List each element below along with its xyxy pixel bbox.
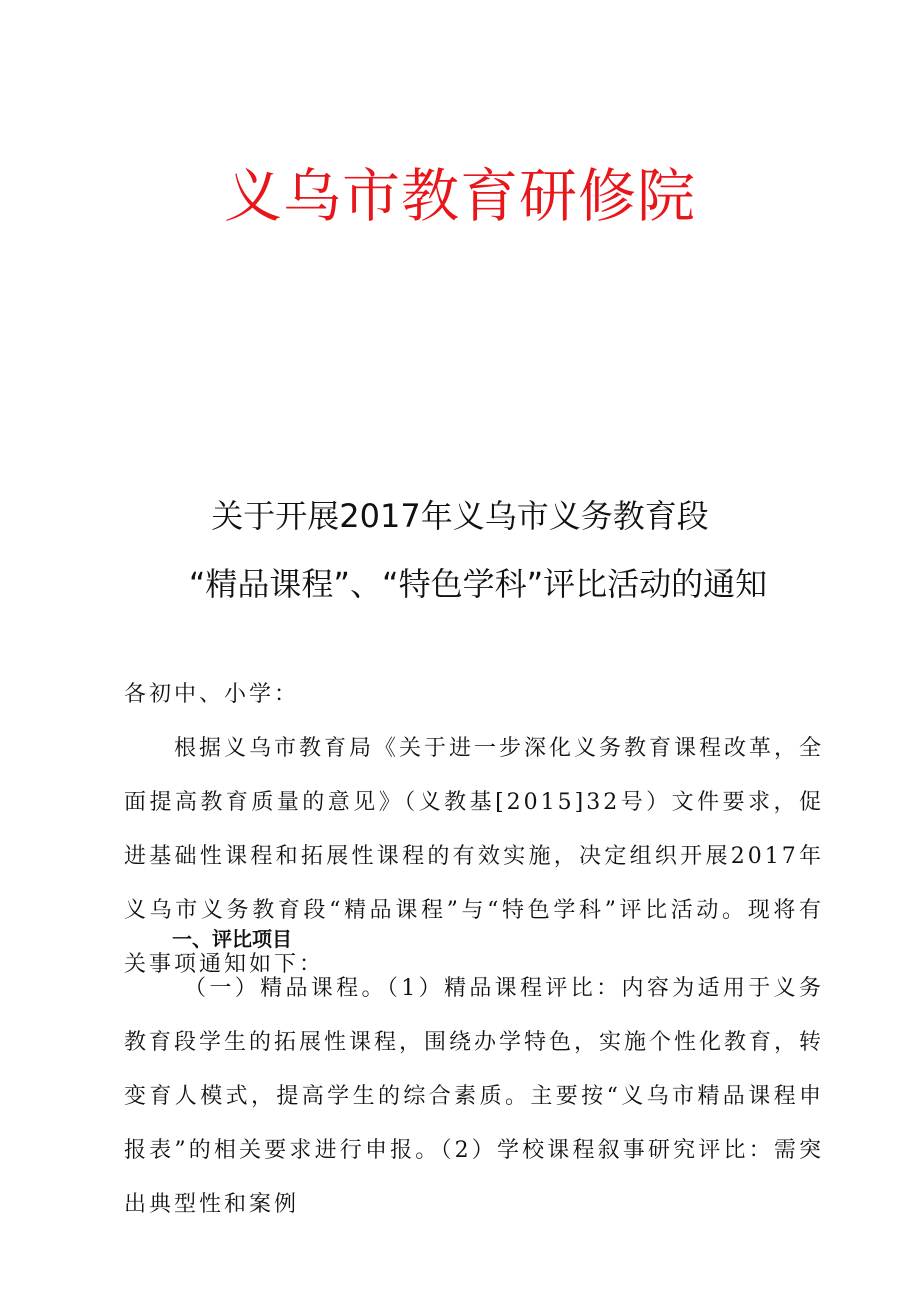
body-paragraph-2: （一）精品课程。（1）精品课程评比：内容为适用于义务教育段学生的拓展性课程，围绕办学特色，实施个性化教育，转变育人模式，提高学生的综合素质。主要按“义乌市精品课程申报表”的相关要求进行申报。（2）学校课程叙事研究评比：需突出典型性和案例 [124, 976, 825, 1217]
body-paragraph-1: 根据义乌市教育局《关于进一步深化义务教育课程改革，全面提高教育质量的意见》（义教基[2015]32号）文件要求，促进基础性课程和拓展性课程的有效实施，决定组织开展2017年义乌市义务教育段“精品课程”与“特色学科”评比活动。现将有关事项通知如下： [124, 736, 825, 977]
notice-title-line1: 关于开展2017年义乌市义务教育段 [211, 497, 709, 535]
salutation: 各初中、小学： [124, 682, 300, 707]
institution-header: 义乌市教育研修院 [223, 162, 696, 230]
section-heading-1: 一、评比项目 [172, 927, 292, 951]
notice-title-line2: “精品课程”、“特色学科”评比活动的通知 [188, 565, 768, 603]
